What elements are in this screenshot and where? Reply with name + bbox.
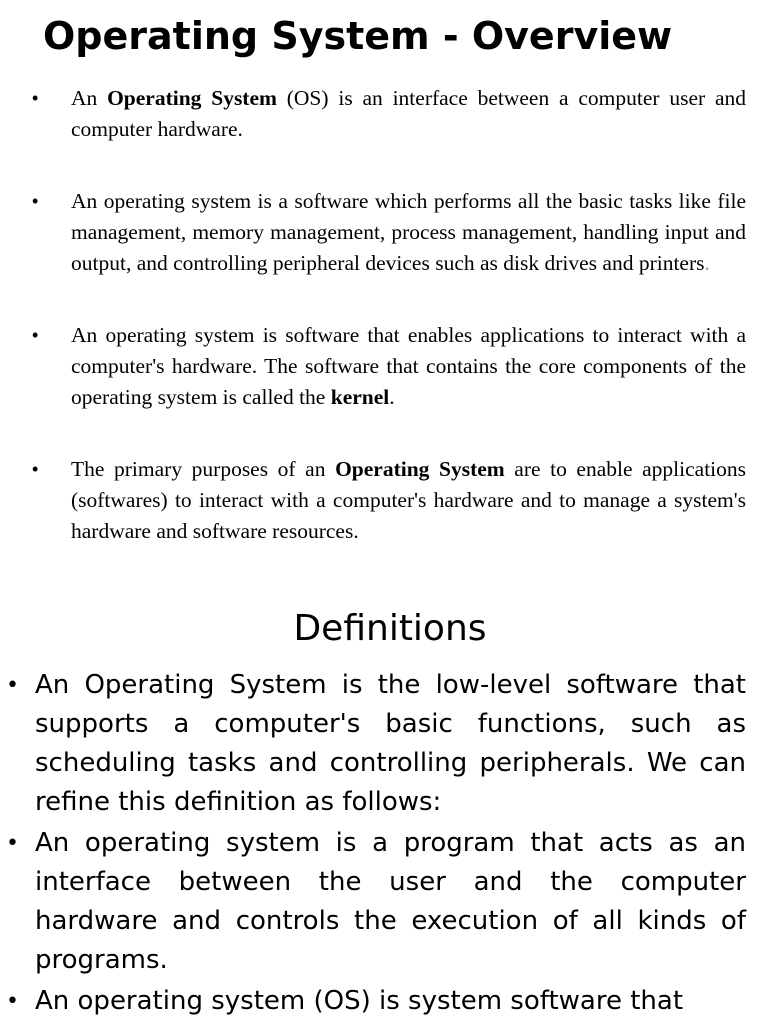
definition-text: An Operating System is the low-level software that supports a computer's basic functions, such as scheduling tasks and controlling peripherals. We can refine this definition as follows: <box>35 670 746 817</box>
text-run: An operating system is software that enables applications to interact with a computer's hardware. The software that contains the core components of the operating system is called the <box>71 323 746 409</box>
bullet-icon: • <box>32 191 39 211</box>
text-run-bold: Operating System <box>107 86 277 110</box>
definition-text: An operating system is a program that acts as an interface between the user and the computer hardware and controls the execution of all kinds of programs. <box>35 828 746 975</box>
definitions-list <box>0 666 768 1023</box>
text-run-bold: Operating System <box>335 457 505 481</box>
overview-item <box>0 83 768 145</box>
bullet-icon: • <box>6 989 19 1014</box>
text-run-bold: kernel <box>330 385 390 409</box>
page-title: Operating System - Overview <box>43 14 673 58</box>
bullet-icon: • <box>32 88 39 108</box>
text-run: . <box>389 385 395 409</box>
overview-text <box>71 186 746 279</box>
definition-item <box>0 666 768 822</box>
text-run: The primary purposes of an <box>71 457 336 481</box>
text-run: An <box>71 86 108 110</box>
definition-text: An operating system (OS) is system software that <box>35 986 684 1016</box>
bullet-icon: • <box>32 325 39 345</box>
text-run-faint: . <box>704 251 710 275</box>
overview-text <box>71 83 746 145</box>
text-run: An operating system is a software which performs all the basic tasks like file management, memory management, process management, handling input and output, and controlling peripheral devices such as disk drives and printers <box>71 189 746 275</box>
definition-item <box>0 982 768 1021</box>
overview-item <box>0 186 768 279</box>
overview-item <box>0 454 768 547</box>
bullet-icon: • <box>6 831 19 856</box>
bullet-icon: • <box>6 673 19 698</box>
definitions-heading: Definitions <box>293 608 487 649</box>
text-run: are to enable applications (softwares) to interact with a computer's hardware and to manage a system's hardware and software resources. <box>71 457 747 543</box>
overview-text <box>71 454 746 547</box>
overview-item <box>0 320 768 413</box>
bullet-icon: • <box>32 459 39 479</box>
definition-item <box>0 824 768 980</box>
overview-text <box>71 320 746 413</box>
overview-list <box>0 83 768 588</box>
text-run: (OS) is an interface between a computer user and computer hardware. <box>71 86 746 141</box>
